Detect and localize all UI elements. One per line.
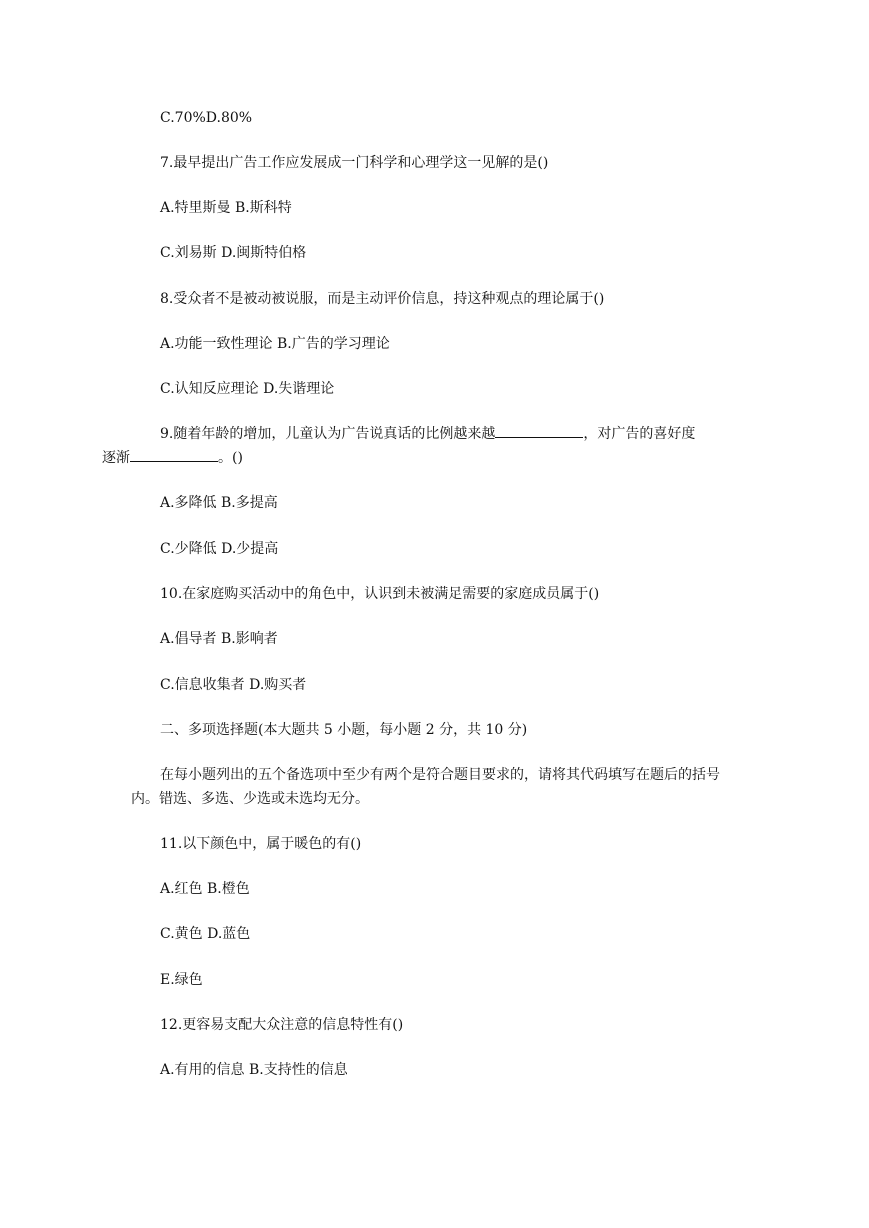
- option-line-q11-e: E.绿色: [160, 972, 203, 988]
- section-heading-multiple-choice: 二、多项选择题(本大题共 5 小题，每小题 2 分，共 10 分): [160, 722, 528, 738]
- option-line-q11-cd: C.黄色 D.蓝色: [160, 926, 251, 942]
- option-line-q8-cd: C.认知反应理论 D.失谐理论: [160, 381, 335, 397]
- question-12: 12.更容易支配大众注意的信息特性有(): [160, 1017, 404, 1033]
- option-line-q7-ab: A.特里斯曼 B.斯科特: [160, 200, 292, 216]
- option-line-q7-cd: C.刘易斯 D.闽斯特伯格: [160, 245, 307, 261]
- question-10: 10.在家庭购买活动中的角色中，认识到未被满足需要的家庭成员属于(): [160, 586, 600, 602]
- fill-blank-1: [495, 422, 583, 438]
- option-line-q6-cd: C.70%D.80%: [160, 110, 253, 126]
- section-instructions: 在每小题列出的五个备选项中至少有两个是符合题目要求的，请将其代码填写在题后的括号内。错选、多选、少选或未选均无分。: [131, 767, 720, 807]
- question-9-text-4: 。(): [218, 450, 243, 466]
- question-9-text-2: ，对广告的喜好度: [583, 426, 696, 442]
- question-9-text-3: 逐渐: [102, 450, 130, 466]
- option-line-q8-ab: A.功能一致性理论 B.广告的学习理论: [160, 336, 390, 352]
- option-line-q10-ab: A.倡导者 B.影响者: [160, 631, 278, 647]
- option-line-q12-ab: A.有用的信息 B.支持性的信息: [160, 1062, 348, 1078]
- question-9-text-1: 9.随着年龄的增加，儿童认为广告说真话的比例越来越: [160, 426, 496, 442]
- fill-blank-2: [130, 446, 218, 462]
- question-7: 7.最早提出广告工作应发展成一门科学和心理学这一见解的是(): [160, 155, 549, 171]
- option-line-q11-ab: A.红色 B.橙色: [160, 881, 250, 897]
- question-11: 11.以下颜色中，属于暖色的有(): [160, 836, 362, 852]
- question-9: [102, 422, 743, 470]
- option-line-q10-cd: C.信息收集者 D.购买者: [160, 677, 307, 693]
- option-line-q9-ab: A.多降低 B.多提高: [160, 495, 278, 511]
- question-8: 8.受众者不是被动被说服，而是主动评价信息，持这种观点的理论属于(): [160, 291, 605, 307]
- option-line-q9-cd: C.少降低 D.少提高: [160, 541, 279, 557]
